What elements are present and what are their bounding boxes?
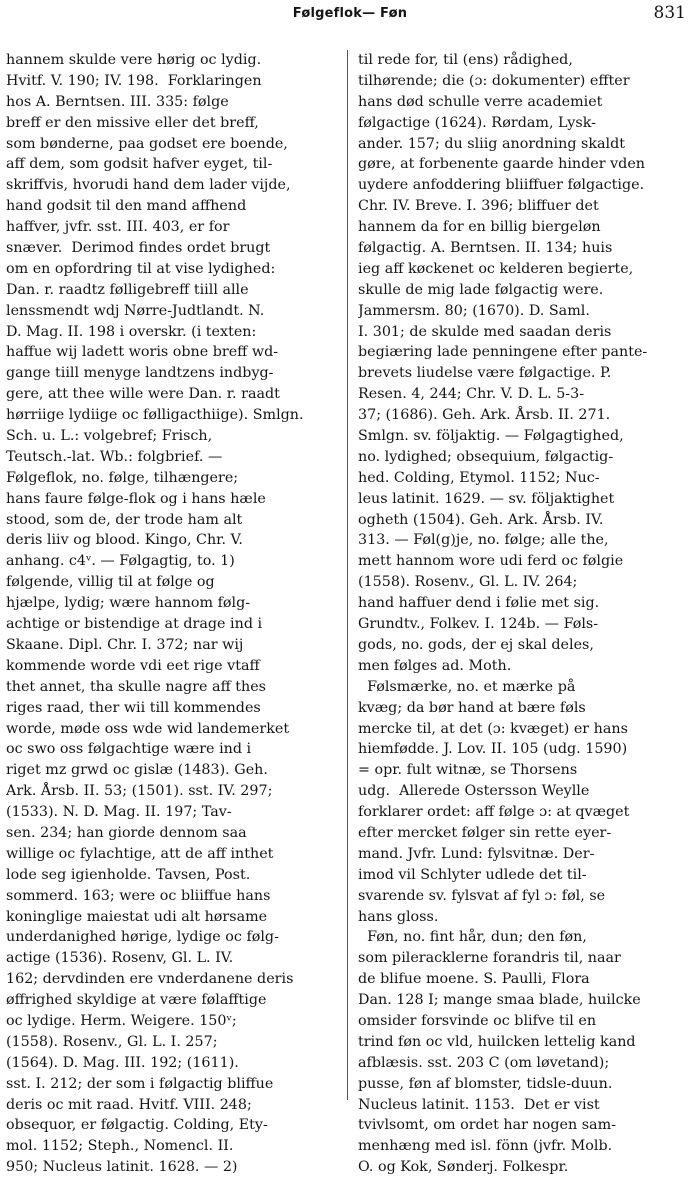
text-line: trind føn oc vld, huilcken lettelig kand (358, 1033, 636, 1050)
text-line: hannem skulde vere hørig oc lydig. (6, 52, 262, 68)
text-line: breff er den missive eller det breff, (6, 114, 259, 131)
text-line: følgactige (1624). Rørdam, Lysk- (358, 114, 596, 131)
text-line: imod vil Schlyter udlede det til- (358, 866, 587, 883)
text-line: følgende, villig til at følge og (6, 574, 215, 591)
text-line: 162; dervdinden ere vnderdanene deris (6, 971, 294, 988)
text-line: efter mercket følger sin rette eyer- (358, 824, 612, 841)
text-line: D. Mag. II. 198 i overskr. (i texten: (6, 323, 257, 340)
text-line: Dan. 128 I; mange smaa blade, huilcke (358, 992, 641, 1009)
text-line: hos A. Berntsen. III. 335: følge (6, 93, 229, 110)
text-line: Nucleus latinit. 1153. Det er vist (358, 1096, 600, 1113)
text-line: hannem da for en billig biergeløn (358, 219, 601, 236)
text-line: kvæg; da bør hand at bære føls (358, 699, 586, 716)
text-line: som bønderne, paa godset ere boende, (6, 135, 288, 152)
text-line: Hvitf. V. 190; IV. 198. Forklaringen (6, 72, 262, 89)
text-line: lenssmendt wdj Nørre-Judtlandt. N. (6, 302, 265, 319)
text-line: men følges ad. Moth. (358, 657, 512, 674)
text-line: mand. Jvfr. Lund: fylsvitnæ. Der- (358, 845, 595, 862)
text-line: uydere anfoddering bliiffuer følgactige. (358, 177, 645, 194)
right-column (358, 50, 696, 1178)
text-line: ander. 157; du sliig anordning skaldt (358, 135, 626, 152)
text-line: til rede for, til (ens) rådighed, (358, 52, 573, 68)
running-head: Følgeflok— Føn (292, 6, 408, 21)
text-line: skriffvis, hvorudi hand dem lader vijde, (6, 177, 291, 194)
text-line: mol. 1152; Steph., Nomencl. II. (6, 1138, 234, 1155)
text-line: haffue wij ladett woris obne breff wd- (6, 344, 279, 361)
text-line: som pileracklerne forandris til, naar (358, 950, 621, 967)
text-line: Sch. u. L.: volgebref; Frisch, (6, 428, 213, 445)
text-line: hand godsit til den mand affhend (6, 198, 247, 215)
text-line: hiemfødde. J. Lov. II. 105 (udg. 1590) (358, 741, 628, 758)
text-line: oc swo oss følgachtige wære ind i (6, 741, 252, 758)
text-line: følgactig. A. Berntsen. II. 134; huis (358, 240, 613, 257)
text-line: obsequor, er følgactig. Colding, Ety- (6, 1117, 268, 1134)
text-line: hand haffuer dend i følie met sig. (358, 595, 600, 612)
text-line: Teutsch.-lat. Wb.: folgbrief. — (6, 448, 223, 465)
text-line: 313. — Føl(g)je, no. følge; alle the, (358, 532, 609, 549)
text-line: lode seg igienholde. Tavsen, Post. (6, 866, 251, 883)
text-line: riget mz grwd oc gislæ (1483). Geh. (6, 762, 268, 779)
text-line: hørriige lydiige oc følligacthiige). Smlgn. (6, 407, 304, 424)
text-line: (1564). D. Mag. III. 192; (1611). (6, 1054, 239, 1071)
text-line: gods, no. gods, der ej skal deles, (358, 636, 594, 653)
text-line: gere, att thee wille were Dan. r. raadt (6, 386, 280, 403)
text-line: Chr. IV. Breve. I. 396; bliffuer det (358, 198, 599, 215)
text-line: Ark. Årsb. II. 53; (1501). sst. IV. 297; (6, 783, 273, 800)
text-line: gøre, at forbenente gaarde hinder vden (358, 156, 645, 173)
text-line: koninglige maiestat udi alt hørsame (6, 908, 268, 925)
text-line: (1558). Rosenv., Gl. L. I. 257; (6, 1033, 218, 1050)
text-line: Smlgn. sv. följaktig. — Følgagtighed, (358, 428, 624, 445)
text-line: kommende worde vdi eet rige vtaff (6, 657, 260, 674)
text-line: svarende sv. fylsvat af fyl ɔ: føl, se (358, 887, 606, 904)
text-line: deris liiv og blood. Kingo, Chr. V. (6, 532, 243, 549)
text-line: willige oc fylachtige, att de aff inthet (6, 845, 274, 862)
text-line: oc lydige. Herm. Weigere. 150ᵛ; (6, 1012, 237, 1029)
text-line: aff dem, som godsit hafver eyget, til- (6, 156, 273, 173)
text-line: Følsmærke, no. et mærke på (358, 678, 576, 695)
text-line: haffver, jvfr. sst. III. 403, er for (6, 219, 230, 236)
text-line: tilhørende; die (ɔ: dokumenter) effter (358, 72, 630, 89)
text-line: leus latinit. 1629. — sv. följaktighet (358, 490, 615, 507)
page-header (0, 0, 700, 30)
text-line: de blifue moene. S. Paulli, Flora (358, 971, 590, 988)
text-line: gange tiill menyge landtzens indbyg- (6, 365, 274, 382)
left-column (6, 50, 344, 1178)
text-line: sen. 234; han giorde dennom saa (6, 824, 247, 841)
text-line: tvivlsomt, om ordet har nogen sam- (358, 1117, 616, 1134)
text-line: Skaane. Dipl. Chr. I. 372; nar wij (6, 636, 244, 653)
text-line: Jammersm. 80; (1670). D. Saml. (358, 302, 590, 319)
text-line: Grundtv., Folkev. I. 124b. — Føls- (358, 616, 599, 633)
text-line: Dan. r. raadtz følligebreff tiill alle (6, 281, 249, 298)
text-line: riges raad, ther wii till kommendes (6, 699, 261, 716)
text-line: 37; (1686). Geh. Ark. Årsb. II. 271. (358, 407, 611, 424)
text-line: Resen. 4, 244; Chr. V. D. L. 5-3- (358, 386, 585, 403)
text-line: pusse, føn af blomster, tidsle-duun. (358, 1075, 613, 1092)
text-line: hans død schulle verre academiet (358, 93, 603, 110)
text-line: I. 301; de skulde med saadan deris (358, 323, 612, 340)
text-line: hans gloss. (358, 908, 439, 925)
text-line: mercke til, at det (ɔ: kvæget) er hans (358, 720, 628, 737)
text-line: udg. Allerede Ostersson Weylle (358, 783, 590, 800)
text-line: anhang. c4ᵛ. — Følgagtig, to. 1) (6, 553, 235, 570)
text-line: hans faure følge-flok og i hans hæle (6, 490, 266, 507)
text-line: ieg aff køckenet oc kelderen begierte, (358, 260, 634, 277)
text-line: Føn, no. fint hår, dun; den føn, (358, 929, 587, 946)
text-line: (1558). Rosenv., Gl. L. IV. 264; (358, 574, 578, 591)
text-line: skulle de mig lade følgactig were. (358, 281, 604, 298)
text-line: worde, møde oss wde wid landemerket (6, 720, 290, 737)
text-line: begiæring lade penningene efter pante- (358, 344, 648, 361)
text-line: forklarer ordet: aff følge ɔ: at qvæget (358, 804, 630, 821)
text-line: 950; Nucleus latinit. 1628. — 2) (6, 1159, 238, 1176)
text-line: menhæng med isl. fönn (jvfr. Molb. (358, 1138, 613, 1155)
text-line: hjælpe, lydig; wære hannom følg- (6, 595, 251, 612)
text-line: actige (1536). Rosenv, Gl. L. IV. (6, 950, 234, 967)
text-line: omsider forsvinde oc blifve til en (358, 1012, 597, 1029)
text-line: snæver. Derimod findes ordet brugt (6, 240, 271, 257)
text-line: sommerd. 163; were oc bliiffue hans (6, 887, 271, 904)
text-line: underdanighed hørige, lydige oc følg- (6, 929, 279, 946)
text-line: no. lydighed; obsequium, følgactig- (358, 448, 614, 465)
text-line: thet annet, tha skulle nagre aff thes (6, 678, 267, 695)
text-line: stood, som de, der trode ham alt (6, 511, 243, 528)
page-number: 831 (653, 3, 686, 23)
text-line: ogheth (1504). Geh. Ark. Årsb. IV. (358, 511, 604, 528)
text-line: mett hannom wore udi ferd oc følgie (358, 553, 624, 570)
text-line: (1533). N. D. Mag. II. 197; Tav- (6, 804, 232, 821)
text-line: hed. Colding, Etymol. 1152; Nuc- (358, 469, 600, 486)
column-divider (347, 50, 348, 1100)
text-line: afblæsis. sst. 203 C (om løvetand); (358, 1054, 610, 1071)
text-line: sst. I. 212; der som i følgactig bliffue (6, 1075, 274, 1092)
text-line: achtige or bistendige at drage ind i (6, 616, 263, 633)
text-line: om en opfordring til at vise lydighed: (6, 260, 276, 277)
text-line: O. og Kok, Sønderj. Folkespr. (358, 1159, 569, 1176)
text-line: Følgeflok, no. følge, tilhængere; (6, 469, 239, 486)
text-line: deris oc mit raad. Hvitf. VIII. 248; (6, 1096, 252, 1113)
text-line: = opr. fult witnæ, se Thorsens (358, 762, 578, 779)
text-line: øffrighed skyldige at være følafftige (6, 992, 267, 1009)
text-line: brevets liudelse være følgactige. P. (358, 365, 612, 382)
